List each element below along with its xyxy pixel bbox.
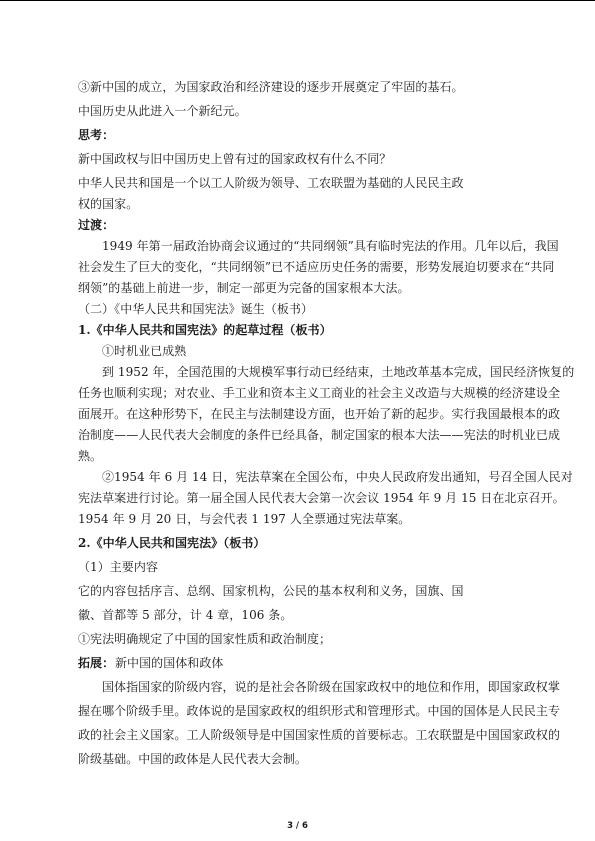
text-line: 任务也顺利实现；对农业、手工业和资本主义工商业的社会主义改造与大规模的经济建设全 bbox=[78, 386, 561, 400]
text-line: 中华人民共和国是一个以工人阶级为领导、工农联盟为基础的人民民主政 bbox=[78, 176, 464, 190]
text-line: 权的国家。 bbox=[78, 197, 139, 211]
text-line: 中国历史从此进入一个新纪元。 bbox=[78, 104, 247, 118]
text-line: 熟。 bbox=[78, 449, 103, 463]
text-line: 政的社会主义国家。工人阶级领导是中国国家性质的首要标志。工农联盟是中国国家政权的 bbox=[78, 728, 561, 742]
section-heading: 过渡： bbox=[78, 218, 115, 232]
text-line: 国体指国家的阶级内容，说的是社会各阶级在国家政权中的地位和作用，即国家政权掌 bbox=[102, 680, 560, 694]
section-heading: （二）《中华人民共和国宪法》诞生（板书） bbox=[78, 302, 314, 316]
text-line: 面展开。在这种形势下，在民主与法制建设方面，也开始了新的起步。实行我国最根本的政 bbox=[78, 407, 561, 421]
text-line: 新中国的国体和政体 bbox=[115, 656, 224, 670]
text-line: 到 1952 年，全国范围的大规模军事行动已经结束，土地改革基本完成，国民经济恢复的 bbox=[102, 365, 575, 379]
text-line: 治制度——人民代表大会制度的条件已经具备，制定国家的根本大法——宪法的时机业已成 bbox=[78, 428, 561, 442]
text-line: 徽、首都等 5 部分，计 4 章，106 条。 bbox=[78, 608, 293, 622]
text-line: ③新中国的成立，为国家政治和经济建设的逐步开展奠定了牢固的基石。 bbox=[78, 80, 464, 94]
text-line: ①时机业已成熟 bbox=[102, 344, 187, 358]
text-line: 它的内容包括序言、总纲、国家机构，公民的基本权利和义务，国旗、国 bbox=[78, 584, 464, 598]
text-line: 握在哪个阶级手里。政体说的是国家政权的组织形式和管理形式。中国的国体是人民民主专 bbox=[78, 704, 561, 718]
section-heading: 2.《中华人民共和国宪法》（板书） bbox=[78, 536, 266, 550]
page-number: 3 / 6 bbox=[287, 821, 308, 831]
text-line: ①宪法明确规定了中国的国家性质和政治制度； bbox=[78, 632, 332, 646]
text-line: 社会发生了巨大的变化，“共同纲领”已不适应历史任务的需要，形势发展迫切要求在“共同 bbox=[78, 260, 555, 274]
text-line: 宪法草案进行讨论。第一届全国人民代表大会第一次会议 1954 年 9 月 15 日在北京召开。 bbox=[78, 491, 565, 505]
text-line: 纲领”的基础上前进一步，制定一部更为完备的国家根本大法。 bbox=[78, 281, 410, 295]
section-heading: 思考： bbox=[78, 128, 115, 142]
text-line: （1）主要内容 bbox=[78, 560, 158, 574]
text-line: 新中国政权与旧中国历史上曾有过的国家政权有什么不同？ bbox=[78, 152, 392, 166]
text-line: ②1954 年 6 月 14 日，宪法草案在全国公布，中央人民政府发出通知，号召全国人民对 bbox=[102, 470, 573, 484]
text-line: 1949 年第一届政治协商会议通过的“共同纲领”具有临时宪法的作用。几年以后，我国 bbox=[102, 239, 559, 253]
section-heading: 1.《中华人民共和国宪法》的起草过程（板书） bbox=[78, 323, 332, 337]
text-line: 阶级基础。中国的政体是人民代表大会制。 bbox=[78, 752, 307, 766]
text-line: 1954 年 9 月 20 日，与会代表 1 197 人全票通过宪法草案。 bbox=[78, 512, 411, 526]
section-heading: 拓展： bbox=[78, 656, 115, 670]
